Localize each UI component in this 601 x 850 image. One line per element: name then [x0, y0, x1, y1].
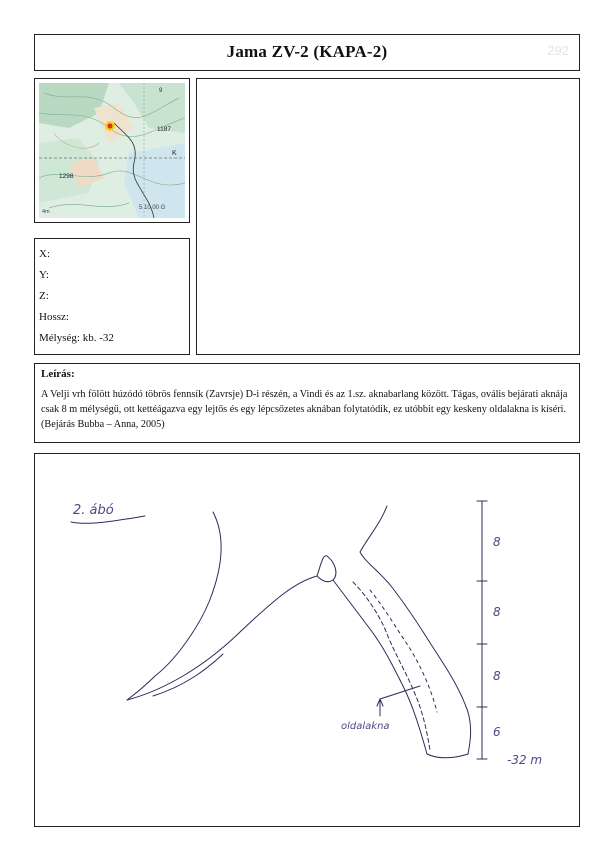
sketch-annotation-top: 2. ábó [73, 503, 114, 518]
svg-text:K: K [172, 150, 177, 157]
svg-text:1187: 1187 [157, 126, 171, 133]
page-number: 292 [547, 43, 569, 58]
depth-label: -32 m [507, 753, 543, 767]
cave-sketch-box [34, 453, 580, 827]
scale-mark-2: 8 [493, 605, 501, 619]
depth-field: Mélység: kb. -32 [39, 332, 114, 344]
scale-mark-4: 6 [493, 725, 501, 739]
length-field: Hossz: [39, 311, 69, 323]
y-field: Y: [39, 269, 49, 281]
scale-mark-3: 8 [493, 669, 501, 683]
side-shaft-label: oldalakna [341, 721, 390, 732]
svg-text:4m: 4m [42, 209, 50, 215]
description-box [34, 363, 580, 443]
svg-text:9: 9 [159, 88, 163, 94]
description-text: A Velji vrh fölött húzódó töbrös fennsík (Zavrsje) D-i részén, a Vindi és az 1.sz. aknabarlang között. Tágas, ovális bejárati aknája csak 8 m mélységű, ott kettéágazva egy lejtős és egy lépcsőzetes aknában folytatódik, ez utóbbit egy keskeny oldalakna is kíséri. (Bejárás Bubba – Anna, 2005) [41, 389, 568, 430]
location-map [34, 78, 190, 223]
cave-cross-section-sketch [35, 454, 579, 826]
photo-panel [196, 78, 580, 355]
topo-map-image [39, 83, 185, 218]
svg-text:5 10 00 G: 5 10 00 G [139, 205, 166, 211]
page-title: Jama ZV-2 (KAPA-2) [226, 42, 388, 61]
z-field: Z: [39, 290, 49, 302]
coordinates-box [34, 238, 190, 355]
scale-mark-1: 8 [493, 535, 501, 549]
cave-location-marker [107, 123, 112, 128]
svg-text:1298: 1298 [59, 173, 74, 180]
title-box [34, 34, 580, 71]
x-field: X: [39, 248, 50, 260]
description-heading: Leírás: [41, 368, 75, 380]
